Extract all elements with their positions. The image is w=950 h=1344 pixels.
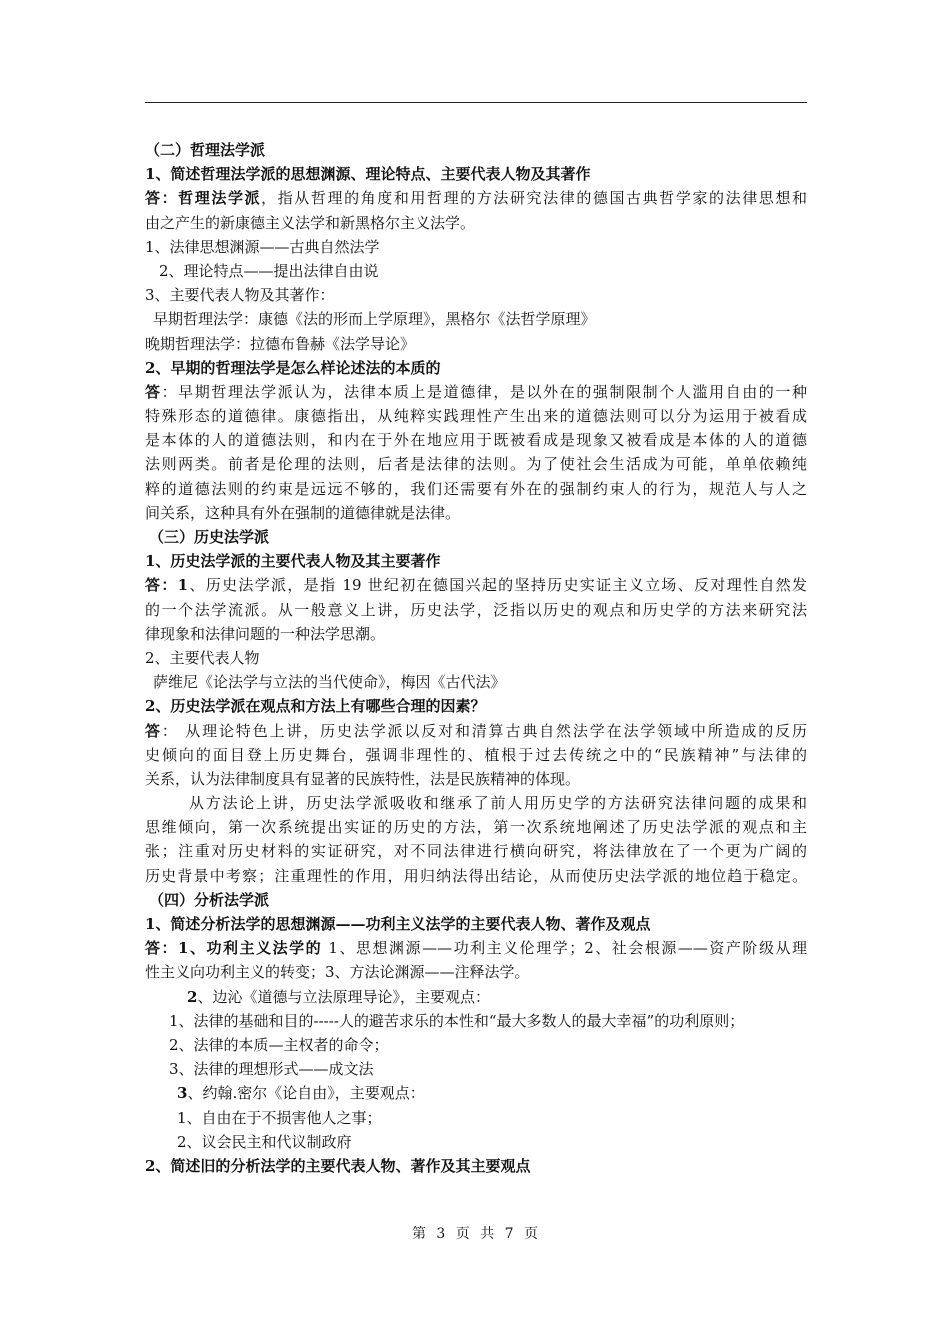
text-line	[145, 598, 807, 622]
bold-text-run: 2、历史法学派在观点和方法上有哪些合理的因素？	[145, 697, 486, 716]
text-line	[145, 1130, 807, 1154]
text-line	[145, 356, 807, 380]
text-line	[145, 380, 807, 404]
text-line	[145, 670, 807, 694]
document-body	[145, 138, 807, 1178]
text-run: 粹的道德法则的约束是远远不够的，我们还需要有外在的强制约束人的行为，规范人与人之	[145, 479, 807, 498]
text-line	[145, 573, 807, 597]
text-run: 1、法律思想渊源——古典自然法学	[145, 237, 380, 256]
text-line	[145, 864, 807, 888]
text-line	[145, 936, 807, 960]
text-run: 2、法律的本质—主权者的命令；	[169, 1035, 389, 1054]
text-line	[145, 694, 807, 718]
bold-text-run: 1、简述哲理法学派的思想渊源、理论特点、主要代表人物及其著作	[145, 165, 591, 184]
text-line	[145, 622, 807, 646]
text-run: 特殊形态的道德律。康德指出，从纯粹实践理性产生出来的道德法则可以分为运用于被看成	[145, 407, 807, 426]
text-run: 关系，认为法律制度具有显著的民族特性，法是民族精神的体现。	[145, 769, 581, 788]
text-run: 由之产生的新康德主义法学和新黑格尔主义法学。	[145, 213, 476, 232]
text-run: 萨维尼《论法学与立法的当代使命》，梅因《古代法》	[153, 673, 506, 692]
text-run: 2、主要代表人物	[145, 648, 260, 667]
text-line	[145, 1106, 807, 1130]
text-run: 早期哲理法学：康德《法的形而上学原理》，黑格尔《法哲学原理》	[153, 310, 596, 329]
header-rule	[145, 102, 807, 103]
text-run: 间关系，这种具有外在强制的道德律就是法律。	[145, 503, 461, 522]
text-line	[145, 259, 807, 283]
text-line	[145, 452, 807, 476]
text-run: ，指从哲理的角度和用哲理的方法研究法律的德国古典哲学家的法律思想和	[261, 189, 807, 208]
text-line	[145, 815, 807, 839]
text-run: 是本体的人的道德法则，和内在于外在地应用于既被看成是现象又被看成是本体的人的道德	[145, 431, 807, 450]
bold-text-run: 3	[177, 1084, 188, 1103]
text-line	[145, 888, 807, 912]
bold-text-run: （二）哲理法学派	[145, 141, 266, 159]
bold-text-run: 答	[145, 382, 162, 401]
bold-text-run: 答：1、功利主义法学的	[145, 939, 323, 958]
bold-text-run: 2	[187, 987, 198, 1006]
text-line	[145, 549, 807, 573]
text-run: 性主义向功利主义的转变；3、方法论渊源——注释法学。	[145, 963, 530, 982]
text-line	[145, 767, 807, 791]
text-line	[145, 1033, 807, 1057]
text-line	[145, 743, 807, 767]
bold-text-run: 答	[145, 721, 162, 740]
text-run: 1、自由在于不损害他人之事；	[177, 1108, 382, 1127]
text-run: 的一个法学流派。从一般意义上讲，历史法学，泛指以历史的观点和历史学的方法来研究法	[145, 600, 807, 619]
text-line	[145, 162, 807, 186]
text-run: 法则两类。前者是伦理的法则，后者是法律的法则。为了使社会生活成为可能，单单依赖纯	[145, 455, 807, 474]
text-run: 史倾向的面目登上历史舞台，强调非理性的、植根于过去传统之中的“民族精神”与法律的	[145, 745, 807, 764]
text-line	[145, 235, 807, 259]
bold-text-run: 1、历史法学派的主要代表人物及其主要著作	[145, 552, 441, 571]
text-line	[145, 332, 807, 356]
text-run: 1、思想渊源——功利主义伦理学；2、社会根源——资产阶级从理	[322, 939, 807, 958]
text-run: ： 从理论特色上讲，历史法学派以反对和清算古典自然法学在法学领域中所造成的反历	[161, 721, 807, 740]
bold-text-run: （三）历史法学派	[149, 528, 270, 546]
text-run: 3、法律的理想形式——成文法	[169, 1060, 374, 1079]
text-line	[145, 138, 807, 162]
bold-text-run: 答：哲理法学派	[145, 189, 262, 208]
text-line	[145, 211, 807, 235]
text-line	[145, 1009, 807, 1033]
text-line	[145, 404, 807, 428]
text-line	[145, 283, 807, 307]
text-run: 律现象和法律问题的一种法学思潮。	[145, 624, 386, 643]
text-run: 2、议会民主和代议制政府	[177, 1132, 352, 1151]
text-line	[145, 307, 807, 331]
bold-text-run: 1、简述分析法学的思想渊源——功利主义法学的主要代表人物、著作及观点	[145, 915, 651, 933]
text-line	[145, 501, 807, 525]
text-run: ：早期哲理法学派认为，法律本质上是道德律，是以外在的强制限制个人滥用自由的一种	[161, 382, 807, 401]
text-line	[145, 1057, 807, 1081]
text-run: 1、法律的基础和目的-----人的避苦求乐的本性和“最大多数人的最大幸福”的功利原则；	[169, 1011, 745, 1030]
text-run: 晚期哲理法学：拉德布鲁赫《法学导论》	[145, 334, 416, 353]
text-run: 历史背景中考察；注重理性的作用，用归纳法得出结论，从而使历史法学派的地位趋于稳定。	[145, 866, 807, 885]
text-line	[145, 985, 807, 1009]
text-run: 、约翰.密尔《论自由》，主要观点：	[187, 1084, 425, 1103]
text-run: 、边沁《道德与立法原理导论》，主要观点：	[197, 987, 490, 1006]
text-line	[145, 1154, 807, 1178]
text-line	[145, 525, 807, 549]
text-line	[145, 1081, 807, 1105]
text-run: 从方法论上讲，历史法学派吸收和继承了前人用历史学的方法研究法律问题的成果和	[189, 794, 807, 813]
text-line	[145, 791, 807, 815]
bold-text-run: 答：1	[145, 576, 189, 595]
bold-text-run: 2、简述旧的分析法学的主要代表人物、著作及其主要观点	[145, 1156, 531, 1175]
text-run: 2、理论特点——提出法律自由说	[159, 261, 379, 280]
text-line	[145, 477, 807, 501]
text-line	[145, 960, 807, 984]
bold-text-run: 2、早期的哲理法学是怎么样论述法的本质的	[145, 358, 441, 377]
text-run: 3、主要代表人物及其著作：	[145, 286, 335, 305]
text-line	[145, 839, 807, 863]
bold-text-run: （四）分析法学派	[149, 890, 270, 909]
page-footer: 第 3 页 共 7 页	[411, 1226, 539, 1242]
text-line	[145, 912, 807, 936]
text-line	[145, 719, 807, 743]
text-run: 、历史法学派，是指 19 世纪初在德国兴起的坚持历史实证主义立场、反对理性自然发	[188, 576, 807, 595]
text-run: 张；注重对历史材料的实证研究，对不同法律进行横向研究，将法律放在了一个更为广阔的	[145, 842, 807, 861]
text-line	[145, 428, 807, 452]
text-line	[145, 646, 807, 670]
text-run: 思维倾向，第一次系统提出实证的历史的方法，第一次系统地阐述了历史法学派的观点和主	[145, 818, 807, 837]
text-line	[145, 186, 807, 210]
